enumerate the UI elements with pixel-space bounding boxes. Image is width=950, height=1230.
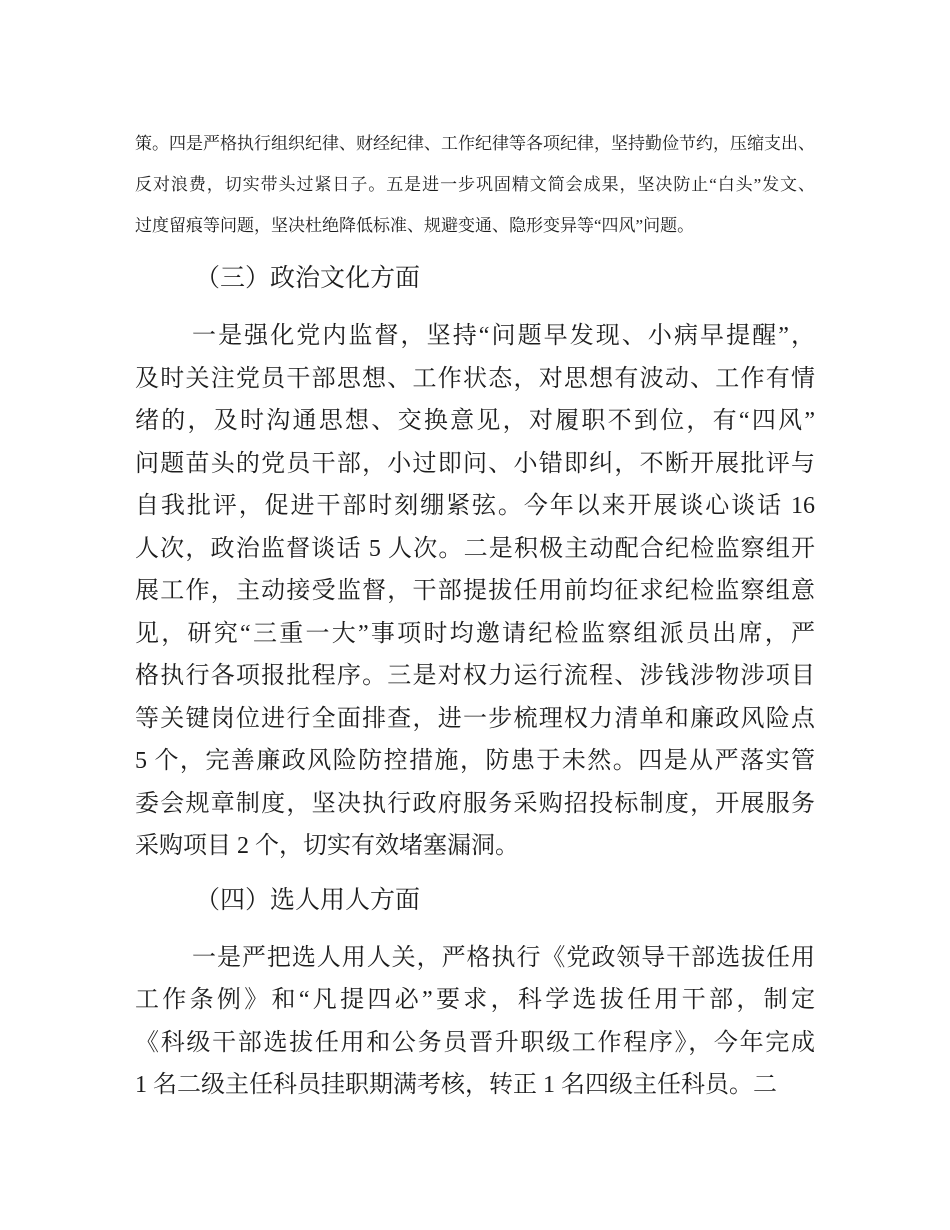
text-line: 一是强化党内监督，坚持“问题早发现、小病早提醒”， <box>192 323 815 349</box>
text-line: 问题苗头的党员干部，小过即问、小错即纠，不断开展批评与 <box>135 450 815 477</box>
text-line: 策。四是严格执行组织纪律、财经纪律、工作纪律等各项纪律，坚持勤俭节约，压缩支出、 <box>135 134 815 153</box>
text-line: 展工作，主动接受监督，干部提拔任用前均征求纪检监察组意 <box>135 578 815 604</box>
text-line: 5 个，完善廉政风险防控措施，防患于未然。四是从严落实管 <box>135 748 815 774</box>
text-line: 过度留痕等问题，坚决杜绝降低标准、规避变通、隐形变异等“四风”问题。 <box>135 216 695 235</box>
text-line: 工作条例》和“凡提四必”要求，科学选拔任用干部，制定 <box>135 987 815 1013</box>
text-line: 1 名二级主任科员挂职期满考核，转正 1 名四级主任科员。二 <box>135 1072 777 1098</box>
text-line: 见，研究“三重一大”事项时均邀请纪检监察组派员出席，严 <box>135 620 815 647</box>
text-line: 绪的，及时沟通思想、交换意见，对履职不到位，有“四风” <box>135 408 815 434</box>
text-line: 格执行各项报批程序。三是对权力运行流程、涉钱涉物涉项目 <box>135 663 815 689</box>
body-paragraph <box>135 315 815 868</box>
text-line: 《科级干部选拔任用和公务员晋升职级工作程序》，今年完成 <box>135 1029 815 1056</box>
text-line: 人次，政治监督谈话 5 人次。二是积极主动配合纪检监察组开 <box>135 535 815 562</box>
text-line: 委会规章制度，坚决执行政府服务采购招投标制度，开展服务 <box>135 790 815 817</box>
text-line: 采购项目 2 个，切实有效堵塞漏洞。 <box>135 833 519 859</box>
section-heading: （三）政治文化方面 <box>195 265 421 292</box>
document-content <box>135 0 815 1107</box>
body-paragraph <box>135 937 815 1107</box>
text-line: 一是严把选人用人关，严格执行《党政领导干部选拔任用 <box>192 944 815 971</box>
text-line: 等关键岗位进行全面排查，进一步梳理权力清单和廉政风险点 <box>135 705 815 732</box>
continuation-paragraph <box>135 123 815 246</box>
text-line: 反对浪费，切实带头过紧日子。五是进一步巩固精文简会成果，坚决防止“白头”发文、 <box>135 175 815 194</box>
section-heading: （四）选人用人方面 <box>195 886 421 914</box>
text-line: 及时关注党员干部思想、工作状态，对思想有波动、工作有情 <box>135 365 815 392</box>
text-line: 自我批评，促进干部时刻绷紧弦。今年以来开展谈心谈话 16 <box>135 493 815 519</box>
